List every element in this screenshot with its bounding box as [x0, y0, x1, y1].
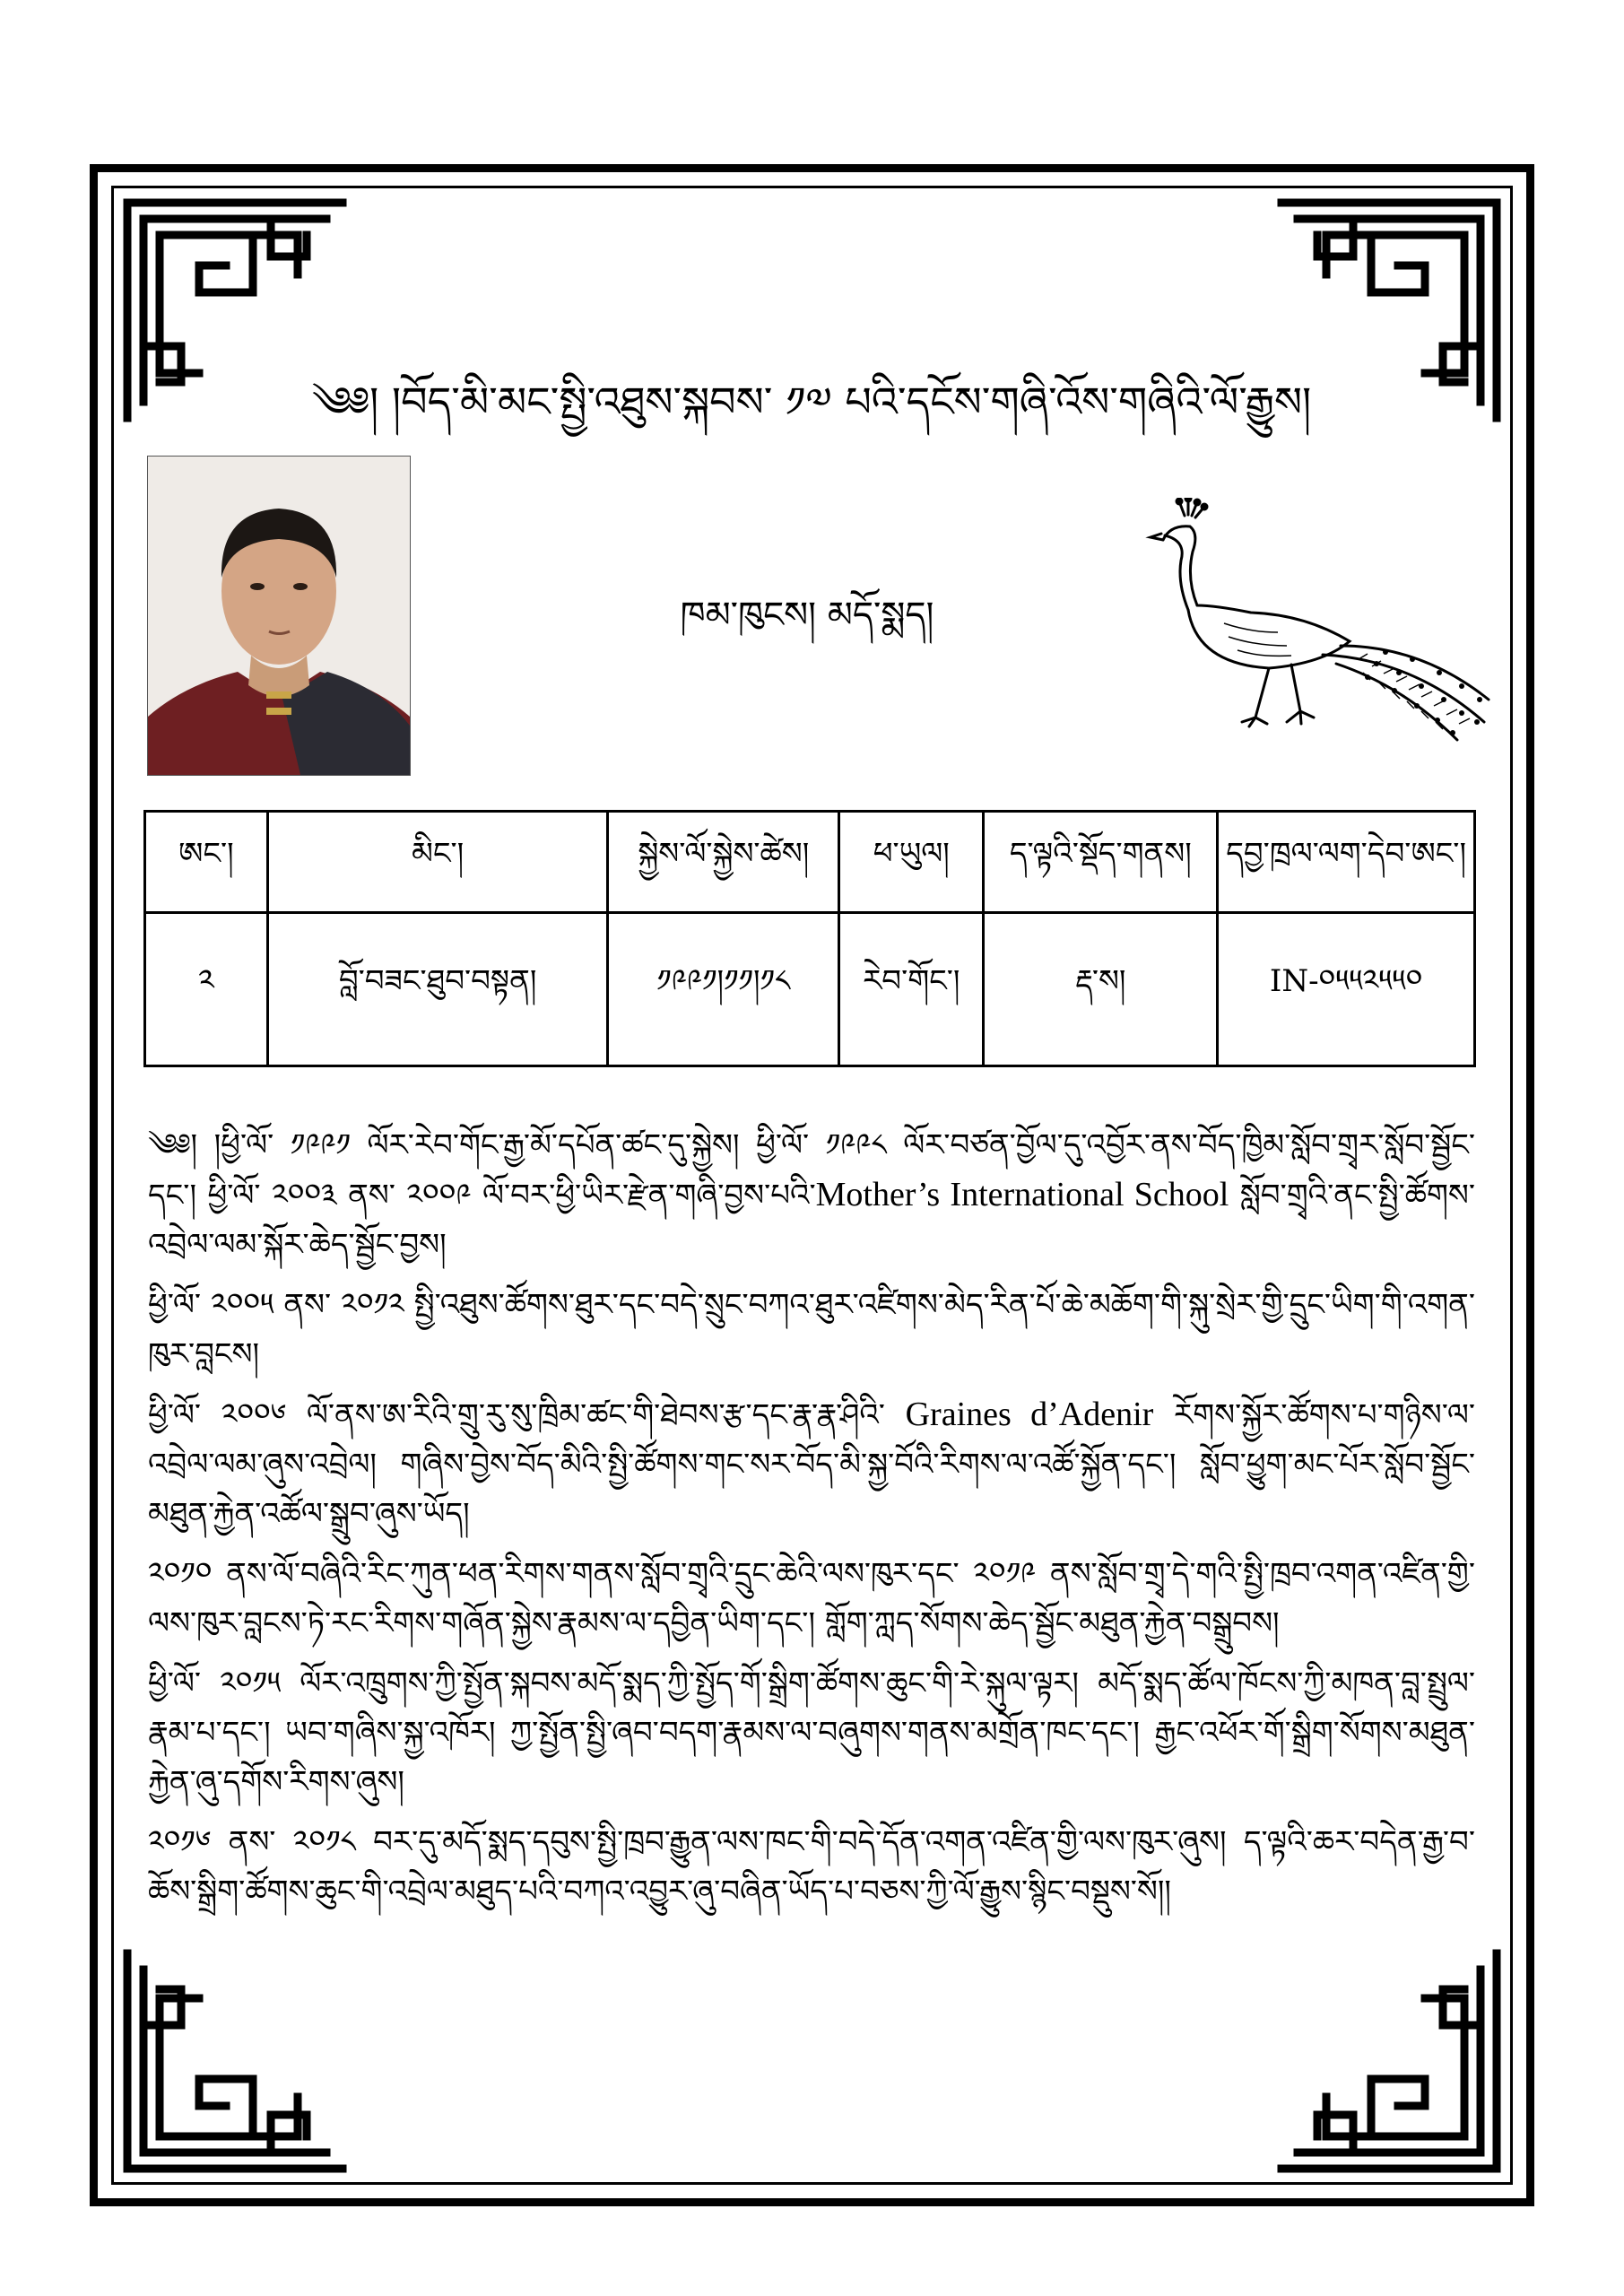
peacock-icon: [1143, 498, 1493, 753]
paragraph-text: རོགས་སྐྱོར་ཚོགས་པ་གཉིས་ལ་འབྲེལ་ལམ་ཞུས་འབྲེལ། གཞིས་བྱེས་བོད་མིའི་སྤྱི་ཚོགས་གང་སར་བོད་མི་སྐྱ་བོའི་རིགས་ལ་འཚོ་སྐྱོན་དང་། སློབ་ཕྱུག་མང་པོར་སློབ་སྦྱོང་མཐུན་རྐྱེན་འཚོལ་སྒྲུབ་ཞུས་ཡོད།: [148, 1397, 1476, 1532]
biography: [148, 1121, 1475, 1927]
biography-paragraph: [148, 1550, 1475, 1648]
biography-paragraph: [148, 1659, 1475, 1807]
paragraph-text: ༢༠༡༦ ནས་ ༢༠༡༨ བར་དུ་མདོ་སྨད་དབུས་སྤྱི་ཁྲབ་རྒྱུན་ལས་ཁང་གི་བདེ་དོན་འགན་འཛིན་གྱི་ལས་ཁུར་ཞུས། ད་ལྟའི་ཆར་བདེན་རྒྱ་བ་ཆོས་སྒྲིག་ཚོགས་ཆུང་གི་འབྲེལ་མཐུད་པའི་བཀའ་འབྱུར་ཞུ་བཞིན་ཡོད་པ་བཅས་ཀྱི་ལོ་རྒྱུས་སྙིང་བསྡུས་སོ།།: [148, 1824, 1475, 1909]
header-name: མིང་།: [267, 812, 608, 913]
paragraph-text: ཕྱི་ལོ་ ༢༠༠༥ ནས་ ༢༠༡༢ སྤྱི་འཐུས་ཚོགས་ཐུར་དང་བདེ་སྲུང་བཀའ་ཐུར་འཛིགས་མེད་རིན་པོ་ཆེ་མཆོག་གི་སྐུ་སྲེར་གྱི་དྲུང་ཡིག་གི་འགན་ཁུར་བླངས།: [148, 1287, 1475, 1372]
table-header-row: [145, 812, 1475, 913]
header-birthdate: སྐྱེས་ལོ་སྐྱེས་ཚེས།: [608, 812, 839, 913]
cell-greenbook-number: IN-༠༥༥༢༥༥༠: [1218, 913, 1475, 1066]
table-row: [145, 913, 1475, 1066]
cell-hometown: རེབ་གོང་།: [839, 913, 984, 1066]
cell-name: བློ་བཟང་ཐུབ་བསྟན།: [267, 913, 608, 1066]
cell-birthdate: ༡༩༩༡།༡༡།༡༨: [608, 913, 839, 1066]
paragraph-text: ཕྱི་ལོ་ ༢༠༡༥ ལོར་འཁྲུགས་ཀྱི་སྤྱོན་སྐབས་མདོ་སྨད་ཀྱི་སྤྱོད་གོ་སྒྲིག་ཚོགས་ཆུང་གི་རེ་སྐུལ་ལྟར། མདོ་སྨད་ཚོལ་ཁོངས་ཀྱི་མཁན་བླ་སྤྲུལ་རྣམ་པ་དང་། ཡབ་གཞིས་སྐྱ་འཁོར། ཀྱ་སྤྱོན་སྤྱི་ཞབ་བདག་རྣམས་ལ་བཞུགས་གནས་མགྲོན་ཁང་དང་། རྒྱང་འཕོར་གོ་སྒྲིག་སོགས་མཐུན་རྐྱེན་ཞུ་དགོས་རིགས་ཞུས།: [148, 1665, 1475, 1800]
candidate-info-table: [143, 810, 1476, 1067]
biography-paragraph: [148, 1281, 1475, 1379]
header-number: ཨང་།: [145, 812, 268, 913]
corner-ornament-icon: [118, 1944, 352, 2178]
biography-paragraph: [148, 1390, 1475, 1539]
paragraph-text: ༢༠༡༠ ནས་ལོ་བཞིའི་རིང་ཀུན་ཕན་རིགས་གནས་སློབ་གྲྭའི་དྲུང་ཆེའི་ལས་ཁུར་དང་ ༢༠༡༩ ནས་སློབ་གྲྭ་དེ་གའི་སྤྱི་ཁྲབ་འགན་འཛིན་གྱི་ལས་ཁུར་བླངས་ཏེ་རང་རིགས་གཞོན་སྐྱེས་རྣམས་ལ་དབྱིན་ཡིག་དང་། གློག་ཀླད་སོགས་ཆེད་སྦྱོང་མཐུན་རྐྱེན་བསྒྲུབས།: [148, 1556, 1475, 1641]
paragraph-text: ཕྱི་ལོ་ ༢༠༠༦ ལོ་ནས་ཨ་རིའི་གྲུ་རུ་སུ་ཁྲིམ་ཚང་གི་ཐེབས་རྩ་དང་རྣ་རྣ་ཤིའི་: [148, 1397, 906, 1433]
corner-ornament-icon: [1272, 1944, 1506, 2178]
header-greenbook-number: དབྱ་ཁྲལ་ལག་དེབ་ཨང་།: [1218, 812, 1475, 913]
region-subtitle: ཁམ་ཁུངས། མདོ་སྨད།: [680, 595, 934, 636]
organization-name: Graines d’Adenir: [905, 1396, 1154, 1433]
paragraph-text: ༄༅། །ཕྱི་ལོ་ ༡༩༩༡ ལོར་རེབ་གོང་རྒྱ་མོ་དཔོན་ཚང་དུ་སྐྱེས། ཕྱི་ལོ་ ༡༩༩༨ ལོར་བཙན་བྱོལ་དུ་འབྱོར་ནས་བོད་ཁྱིམ་སློབ་གྲྭར་སློབ་སྦྱོང་དང་། ཕྱི་ལོ་ ༢༠༠༣ ནས་ ༢༠༠༩ ལོ་བར་ཕྱི་ཡིར་རྫེན་གཞི་བྱས་པའི་: [148, 1127, 1475, 1213]
cell-number: ༢: [145, 913, 268, 1066]
paragraph-text: སློབ་གྲྭའི་ནང་སྤྱི་ཚོགས་འབྲེལ་ལམ་སྐོར་ཆེད་སྦྱོང་བྱས།: [148, 1178, 1475, 1263]
cell-residence: རྡ་ས།: [984, 913, 1218, 1066]
biography-paragraph: [148, 1121, 1475, 1270]
document-title: ༄༅། །བོད་མི་མང་སྤྱི་འཐུས་སྐབས་ ༡༧ པའི་དངོས་གཞི་འོས་གཞིའི་ལོ་རྒྱུས།: [311, 378, 1312, 426]
biography-paragraph: [148, 1818, 1475, 1917]
header-residence: ད་ལྟའི་སྡོད་གནས།: [984, 812, 1218, 913]
school-name: Mother’s International School: [815, 1176, 1229, 1213]
header-hometown: ཕ་ཡུལ།: [839, 812, 984, 913]
candidate-photo: [147, 456, 411, 776]
portrait-icon: [148, 457, 410, 775]
